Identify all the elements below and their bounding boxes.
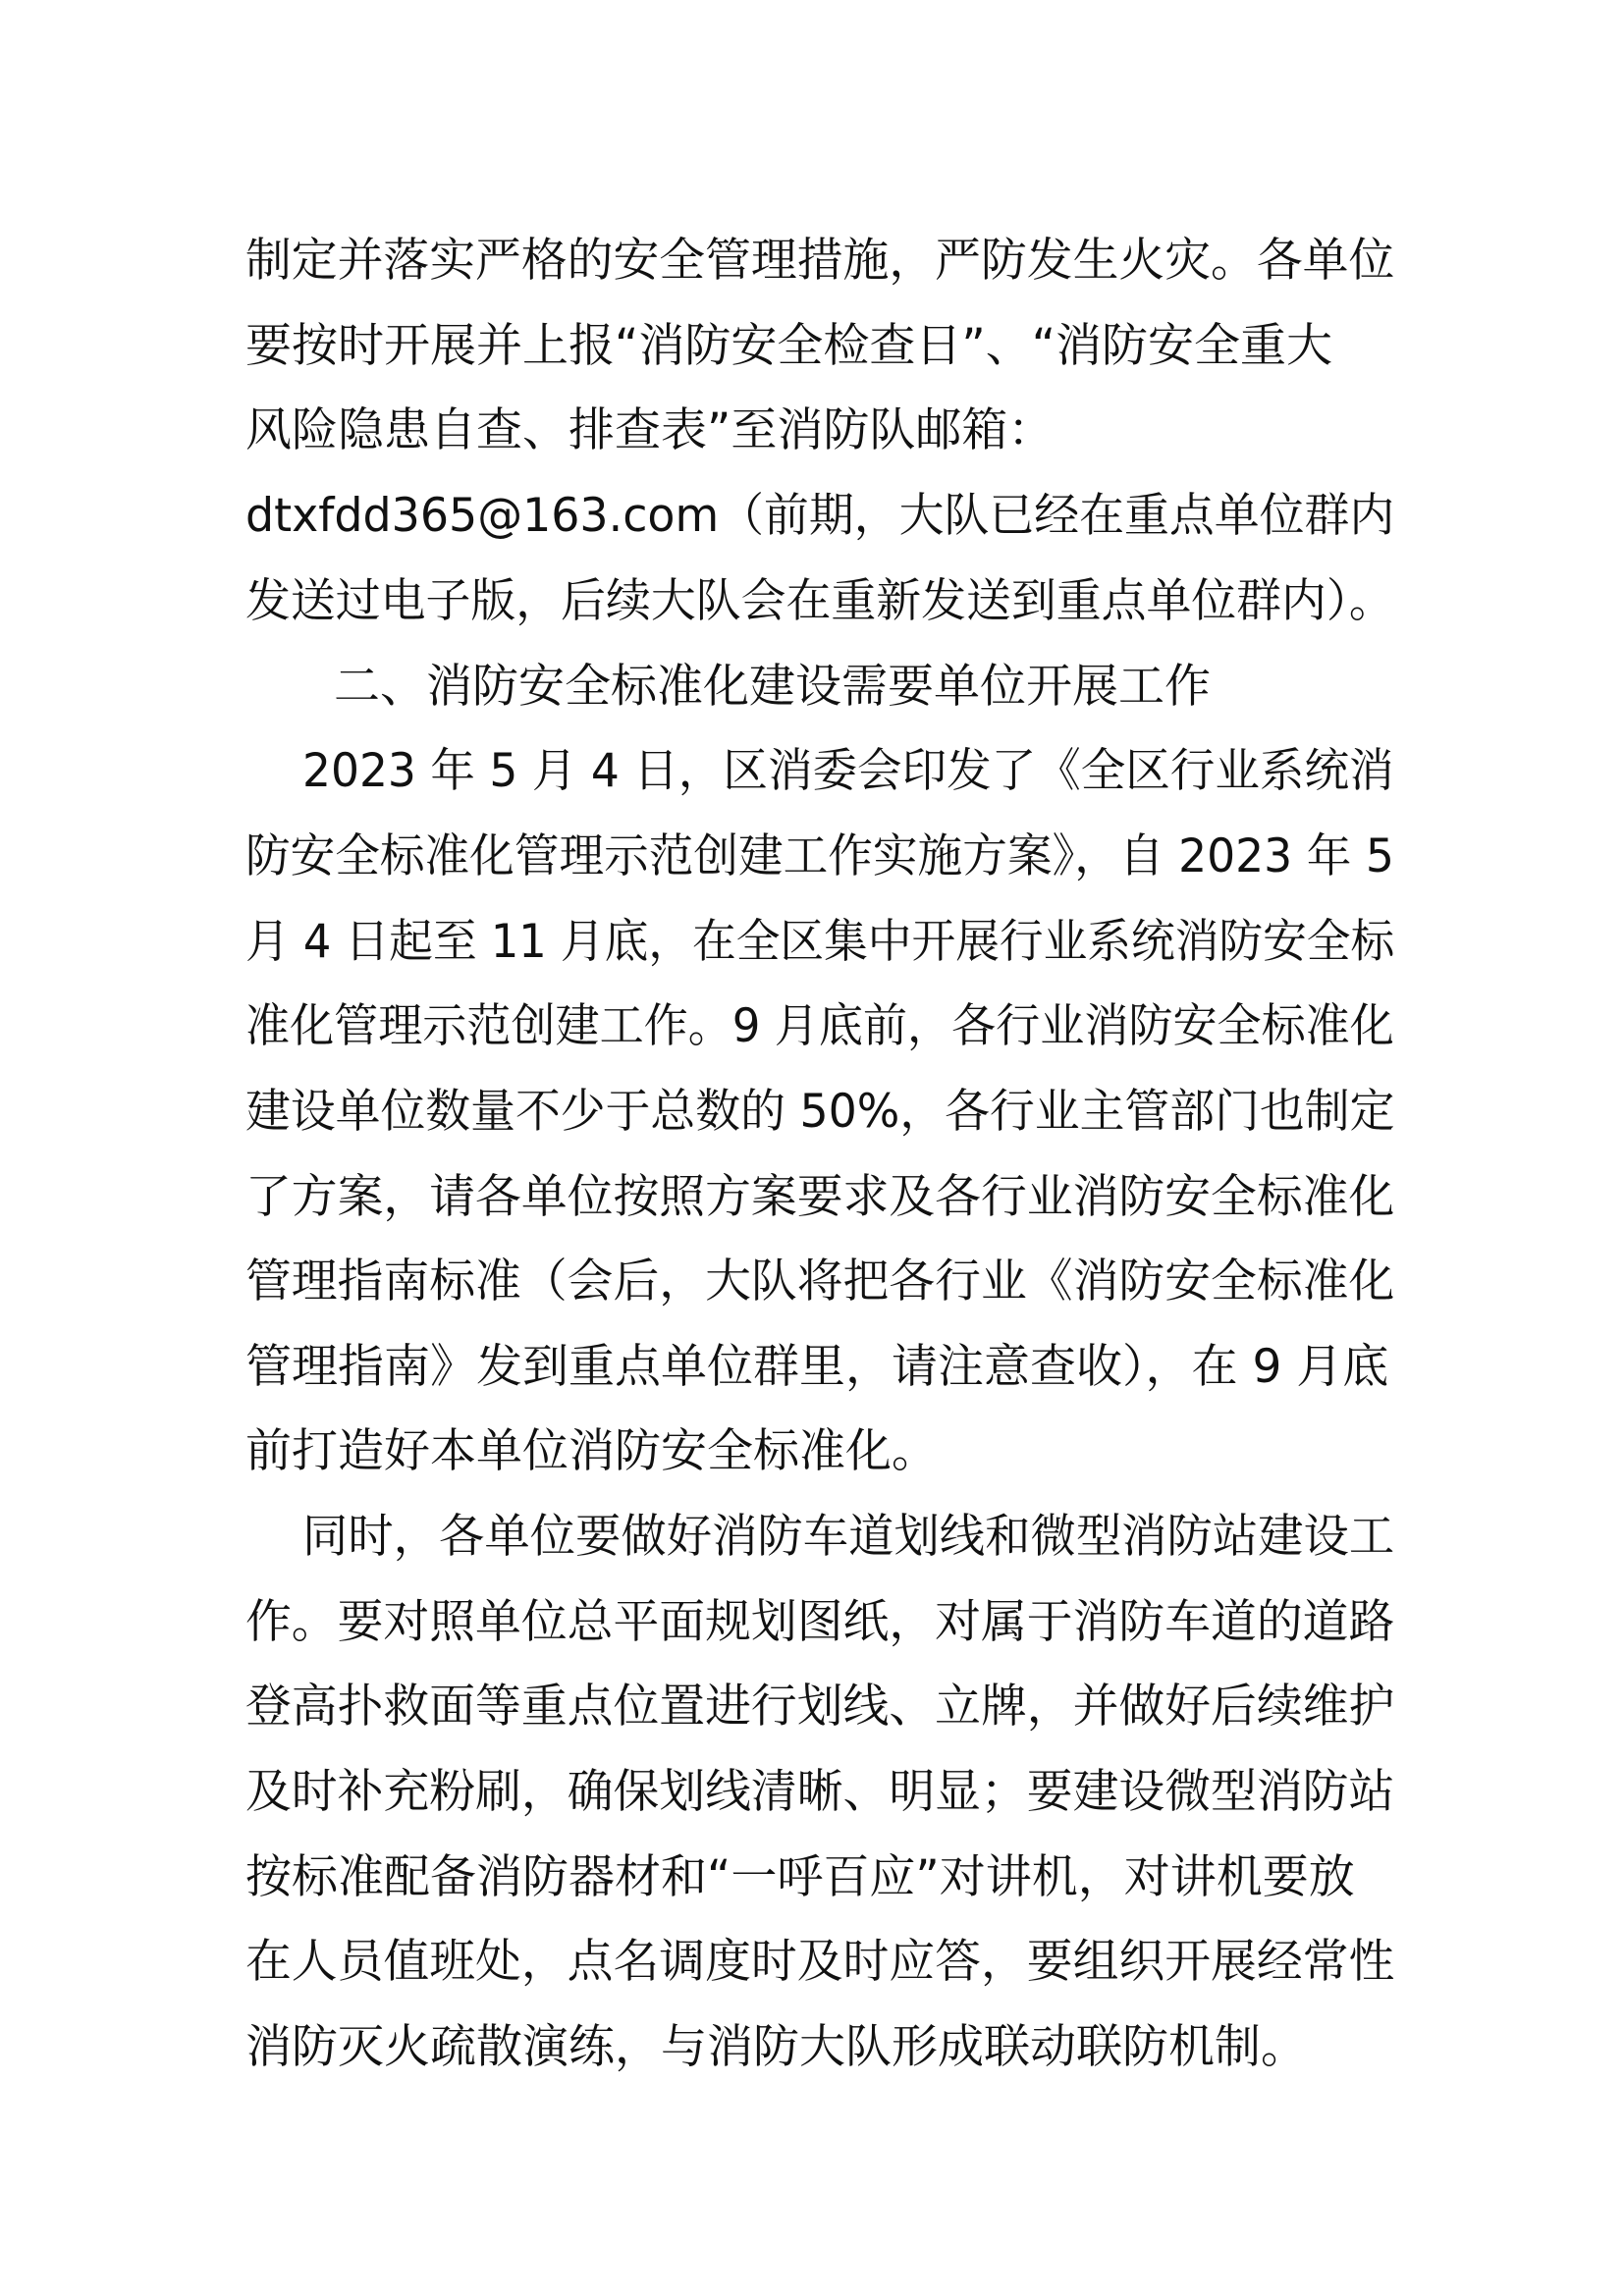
paragraph-line: 2023 年 5 月 4 日，区消委会印发了《全区行业系统消 <box>302 744 1394 798</box>
paragraph-line: 要按时开展并上报“消防安全检查日”、“消防安全重大 <box>245 319 1333 373</box>
paragraph-line: 管理指南标准（会后，大队将把各行业《消防安全标准化 <box>245 1255 1395 1308</box>
paragraph-line: 在人员值班处，点名调度时及时应答，要组织开展经常性 <box>245 1935 1395 1989</box>
paragraph-line: 消防灭火疏散演练，与消防大队形成联动联防机制。 <box>245 2020 1307 2074</box>
paragraph-line: 按标准配备消防器材和“一呼百应”对讲机，对讲机要放 <box>245 1850 1355 1904</box>
paragraph-line: 防安全标准化管理示范创建工作实施方案》，自 2023 年 5 <box>245 829 1394 883</box>
paragraph-line: 建设单位数量不少于总数的 50%，各行业主管部门也制定 <box>245 1085 1395 1139</box>
paragraph-line: dtxfdd365@163.com（前期，大队已经在重点单位群内 <box>245 489 1395 543</box>
paragraph-line: 同时，各单位要做好消防车道划线和微型消防站建设工 <box>302 1510 1395 1564</box>
paragraph-line: 管理指南》发到重点单位群里，请注意查收），在 9 月底 <box>245 1340 1389 1394</box>
paragraph-line: 准化管理示范创建工作。9 月底前，各行业消防安全标准化 <box>245 999 1394 1053</box>
paragraph-line: 前打造好本单位消防安全标准化。 <box>245 1424 938 1478</box>
paragraph-line: 登高扑救面等重点位置进行划线、立牌，并做好后续维护 <box>245 1680 1395 1734</box>
paragraph-line: 了方案，请各单位按照方案要求及各行业消防安全标准化 <box>245 1170 1395 1224</box>
paragraph-line: 风险隐患自查、排查表”至消防队邮箱： <box>245 403 1055 457</box>
paragraph-line: 制定并落实严格的安全管理措施，严防发生火灾。各单位 <box>245 234 1395 288</box>
paragraph-line: 发送过电子版，后续大队会在重新发送到重点单位群内）。 <box>245 574 1394 628</box>
paragraph-line: 作。要对照单位总平面规划图纸，对属于消防车道的道路 <box>245 1595 1395 1649</box>
paragraph-line: 及时补充粉刷，确保划线清晰、明显；要建设微型消防站 <box>245 1765 1395 1819</box>
paragraph-line: 月 4 日起至 11 月底，在全区集中开展行业系统消防安全标 <box>245 915 1395 969</box>
section-heading: 二、消防安全标准化建设需要单位开展工作 <box>334 660 1211 714</box>
